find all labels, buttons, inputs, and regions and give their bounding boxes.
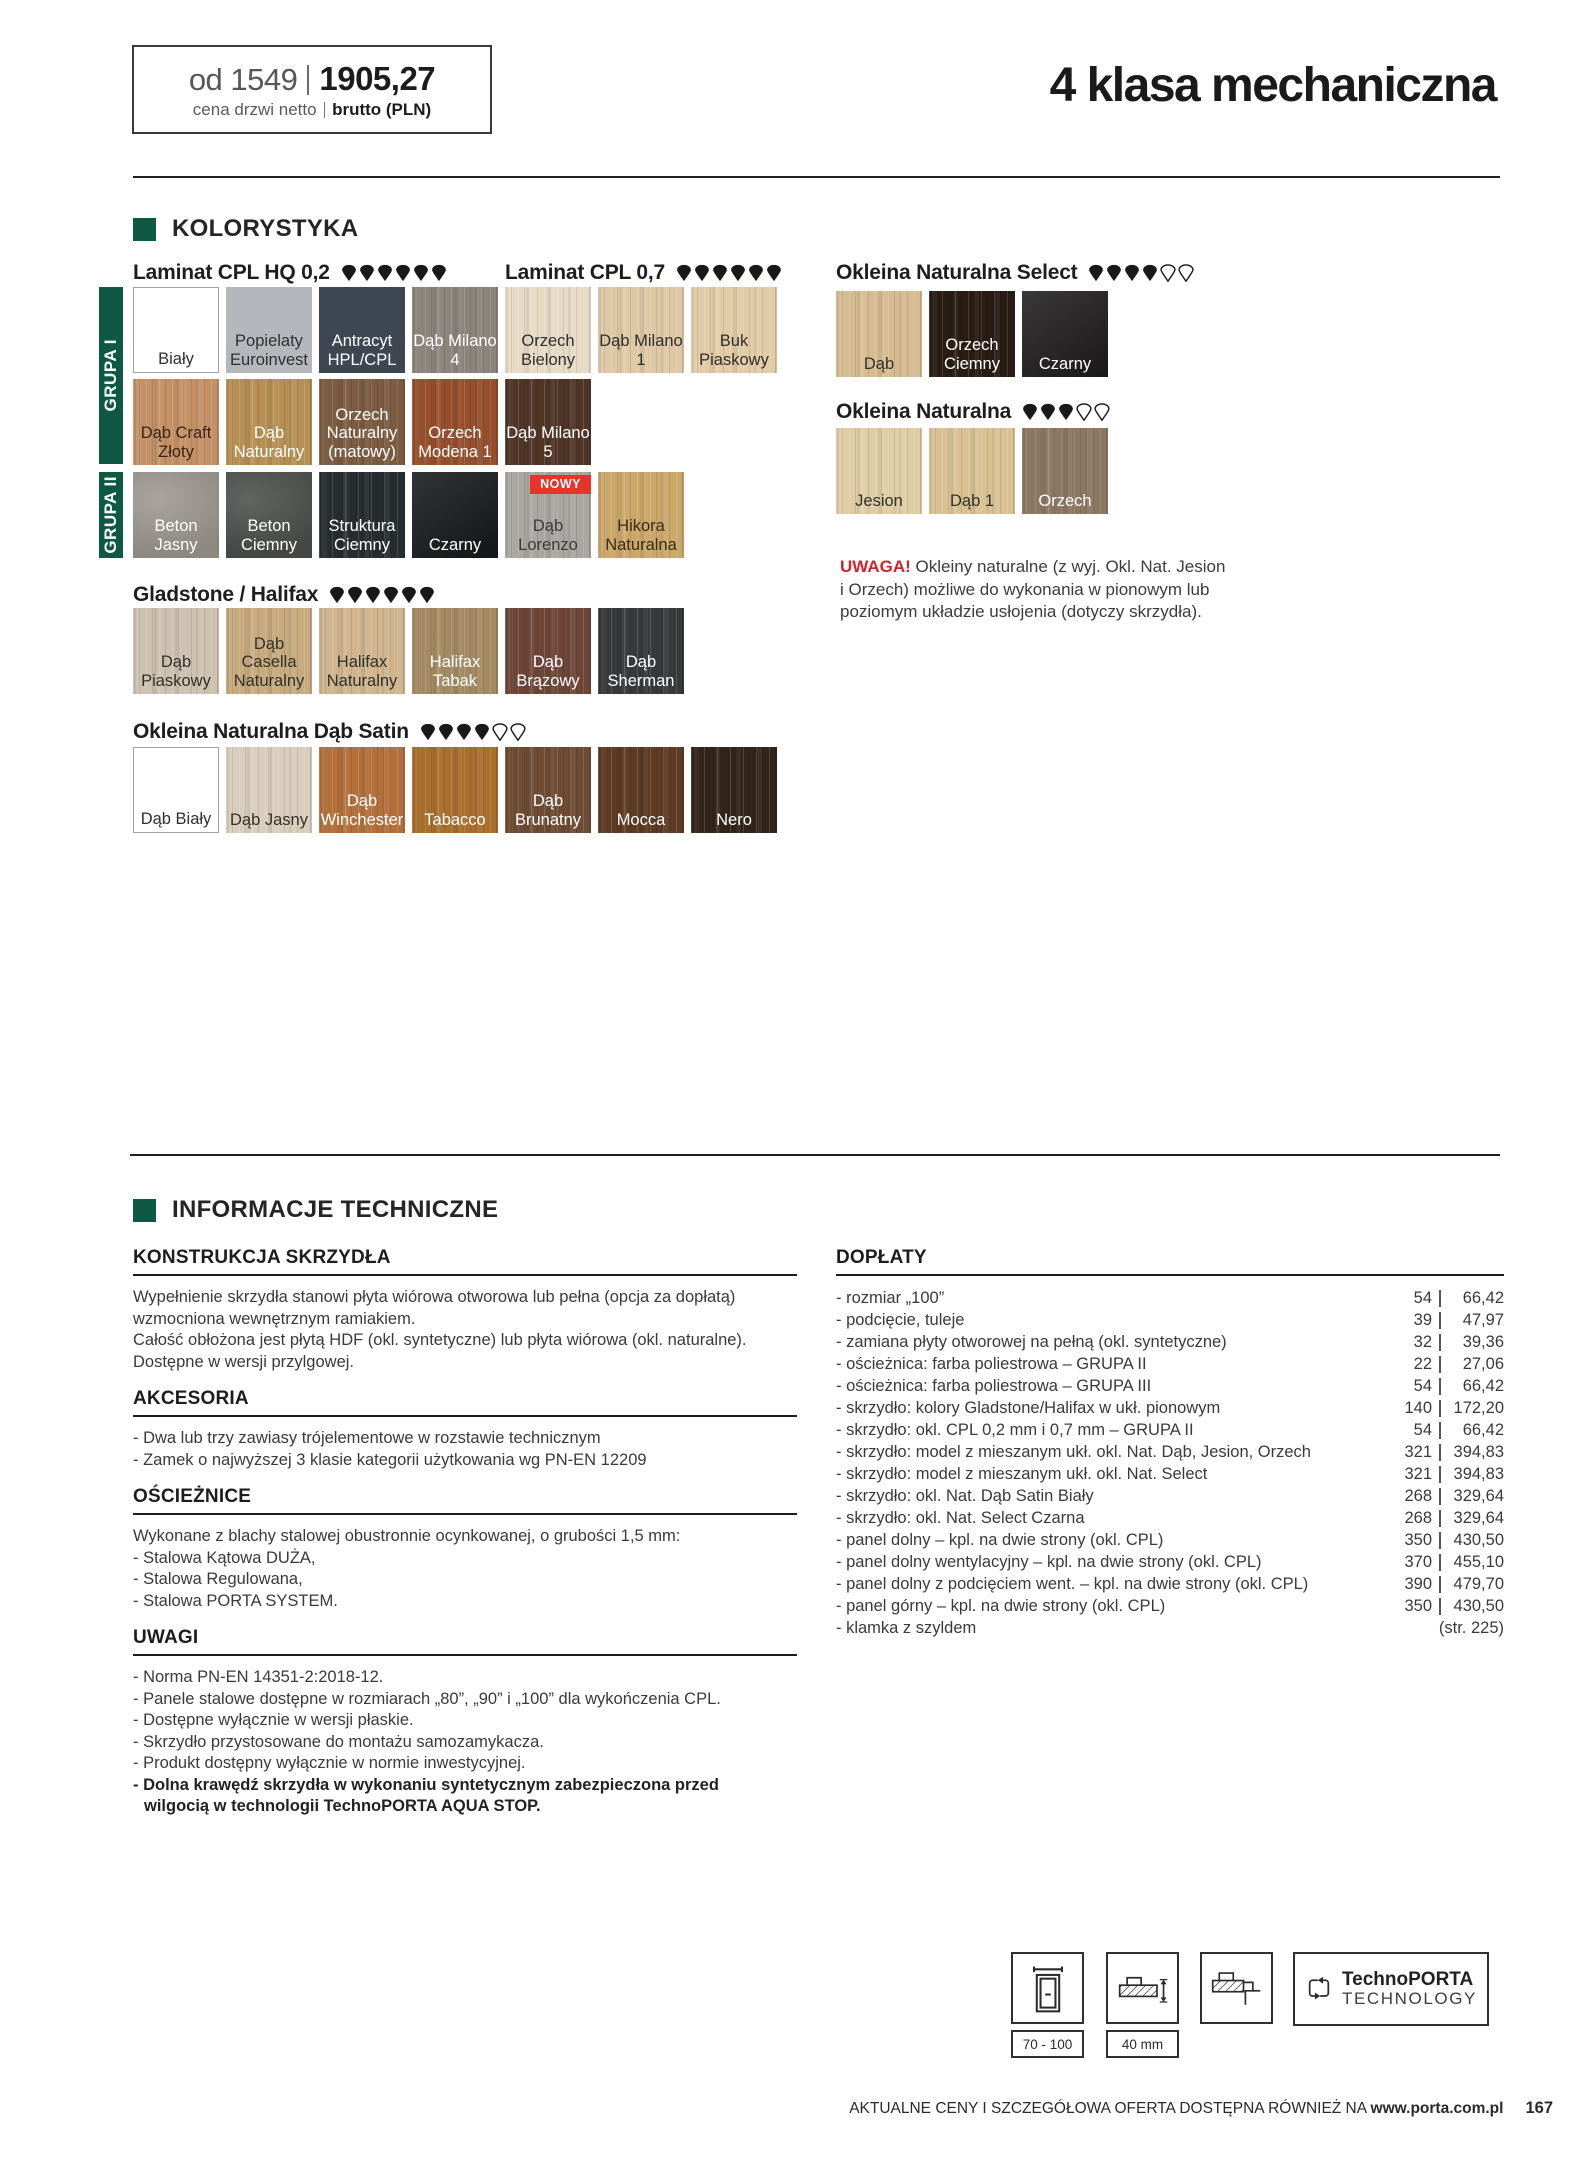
swatch-label: Jesion <box>855 491 903 510</box>
tech-text-line: - Dwa lub trzy zawiasy trójelementowe w rozstawie technicznym <box>133 1429 601 1447</box>
swatch-hikora-naturalna <box>598 472 684 558</box>
grupa-1-label: GRUPA I <box>101 339 120 412</box>
swatch-label: Dąb Brunatny <box>514 792 582 829</box>
swatch-label: Halifax Naturalny <box>326 653 398 690</box>
swatch-label: Beton Jasny <box>154 517 198 554</box>
tech-text-line: - Dolna krawędź skrzydła w wykonaniu syntetycznym zabezpieczona przed <box>133 1775 719 1794</box>
kolorystyka-title: KOLORYSTYKA <box>172 215 359 242</box>
informacje-section-header <box>133 1196 498 1224</box>
tech-section-doplaty <box>836 1247 1504 1639</box>
price-separator <box>1439 1466 1441 1483</box>
door-width-icon <box>1020 1960 1076 2016</box>
price-separator <box>1439 1422 1441 1439</box>
price-separator <box>1439 1356 1441 1373</box>
price-divider <box>307 65 309 95</box>
finish-group-label: Laminat CPL 0,7 <box>505 261 665 284</box>
technical-info-column <box>133 1247 797 1818</box>
swatch-label: Dąb Naturalny <box>233 424 305 461</box>
swatch-label: Dąb Brązowy <box>516 653 580 690</box>
price-caption-divider <box>324 102 326 118</box>
rating-diamond-filled-icon <box>712 264 728 282</box>
doplaty-price-netto: 140 <box>1404 1399 1432 1417</box>
doplaty-price-brutto: 27,06 <box>1462 1355 1504 1373</box>
swatch-dąb <box>836 291 922 377</box>
swatch-label: Dąb Biały <box>140 809 212 828</box>
rating-diamond-filled-icon <box>359 264 375 282</box>
swatch-label: Dąb 1 <box>949 491 995 510</box>
swatch-dąb-biały <box>133 747 219 833</box>
rating-diamond-filled-icon <box>365 586 381 604</box>
swatch-label: Dąb Winchester <box>320 792 404 829</box>
tech-section-ościeżnice <box>133 1486 797 1612</box>
doplaty-price-netto: 390 <box>1404 1575 1432 1593</box>
doplaty-label: - skrzydło: okl. CPL 0,2 mm i 0,7 mm – GRUPA II <box>836 1421 1194 1439</box>
uwaga-note <box>840 556 1240 624</box>
swatch-tabacco <box>412 747 498 833</box>
price-separator <box>1439 1334 1441 1351</box>
doplaty-price-netto: 54 <box>1413 1289 1432 1307</box>
rating-diamond-filled-icon <box>377 264 393 282</box>
swatch-dąb-brunatny <box>505 747 591 833</box>
rating-diamond-outline-icon <box>1094 403 1110 421</box>
swatch-dąb-naturalny <box>226 379 312 465</box>
doplaty-price-brutto: 329,64 <box>1453 1509 1504 1527</box>
new-badge: NOWY <box>530 475 591 494</box>
uwaga-label: UWAGA! <box>840 557 916 576</box>
swatch-label: Orzech Ciemny <box>944 336 1000 373</box>
section-divider <box>130 1154 1500 1156</box>
doplaty-price-brutto: 66,42 <box>1462 1289 1504 1307</box>
doplaty-row <box>836 1507 1504 1529</box>
swatch-orzech-modena-1 <box>412 379 498 465</box>
doplaty-price-netto: 268 <box>1404 1487 1432 1505</box>
doplaty-price-netto: 22 <box>1413 1355 1432 1373</box>
tech-section-heading: AKCESORIA <box>133 1388 797 1417</box>
doplaty-label: - panel dolny z podcięciem went. – kpl. na dwie strony (okl. CPL) <box>836 1575 1309 1593</box>
technoporta-line1: TechnoPORTA <box>1341 1969 1474 1991</box>
doplaty-price-netto: 321 <box>1404 1443 1432 1461</box>
tech-text-line: - Dostępne wyłącznie w wersji płaskie. <box>133 1711 414 1729</box>
tech-text-line: - Stalowa PORTA SYSTEM. <box>133 1591 338 1610</box>
doplaty-row <box>836 1463 1504 1485</box>
door-size-icon-box <box>1011 1952 1084 2024</box>
price-separator <box>1439 1312 1441 1329</box>
swatch-antracyt-hpl-cpl <box>319 287 405 373</box>
rebate-profile-icon-box <box>1200 1952 1273 2024</box>
price-separator <box>1439 1400 1441 1417</box>
door-size-label-box <box>1011 2030 1084 2058</box>
price-caption-brutto: brutto (PLN) <box>332 99 432 119</box>
rating-diamond-filled-icon <box>341 264 357 282</box>
door-size-label: 70 - 100 <box>1022 2036 1073 2052</box>
page-title: 4 klasa mechaniczna <box>1049 59 1496 112</box>
swatch-label: Dąb Jasny <box>230 810 308 829</box>
kolorystyka-section-header <box>133 215 358 243</box>
doplaty-row <box>836 1419 1504 1441</box>
rebate-profile-icon <box>1209 1960 1265 2016</box>
informacje-title: INFORMACJE TECHNICZNE <box>172 1196 499 1223</box>
rating-diamond-outline-icon <box>1076 403 1092 421</box>
swatch-jesion <box>836 428 922 514</box>
rating-diamond-filled-icon <box>730 264 746 282</box>
rating-diamond-filled-icon <box>431 264 447 282</box>
swatch-label: Orzech Modena 1 <box>418 424 492 461</box>
swatch-label: Mocca <box>616 810 666 829</box>
rating-diamond-filled-icon <box>1124 264 1140 282</box>
doplaty-price-brutto: 394,83 <box>1453 1443 1504 1461</box>
rating-diamond-filled-icon <box>1022 403 1038 421</box>
footer-text: AKTUALNE CENY I SZCZEGÓŁOWA OFERTA DOSTĘPNA RÓWNIEŻ NA <box>849 2100 1371 2117</box>
swatch-beton-ciemny <box>226 472 312 558</box>
finish-group-label: Gladstone / Halifax <box>133 583 319 606</box>
finish-group-label: Okleina Naturalna <box>836 400 1012 423</box>
doplaty-price-brutto: 172,20 <box>1453 1399 1504 1417</box>
doplaty-label: - ościeżnica: farba poliestrowa – GRUPA II <box>836 1355 1147 1373</box>
swatch-orzech <box>1022 428 1108 514</box>
price-caption-netto: cena drzwi netto <box>192 99 317 119</box>
price-line <box>189 60 435 98</box>
doplaty-label: - panel dolny – kpl. na dwie strony (okl. CPL) <box>836 1531 1164 1549</box>
doplaty-row <box>836 1331 1504 1353</box>
tech-text-line: wilgocią w technologii TechnoPORTA AQUA STOP. <box>144 1797 541 1815</box>
doplaty-label: - ościeżnica: farba poliestrowa – GRUPA III <box>836 1377 1152 1395</box>
rating-diamond-filled-icon <box>474 723 490 741</box>
rating-diamond-filled-icon <box>1106 264 1122 282</box>
price-brutto: 1905,27 <box>319 59 436 97</box>
swatch-label: Dąb Milano 4 <box>413 332 497 369</box>
rating-diamond-filled-icon <box>1142 264 1158 282</box>
doplaty-row <box>836 1529 1504 1551</box>
rating-diamond-outline-icon <box>510 723 526 741</box>
swatch-beton-jasny <box>133 472 219 558</box>
swatch-label: Dąb Piaskowy <box>141 653 211 690</box>
tech-text-line: wzmocniona wewnętrznym ramiakiem. <box>133 1309 416 1328</box>
swatch-dąb-1 <box>929 428 1015 514</box>
doplaty-label: - skrzydło: model z mieszanym ukł. okl. Nat. Select <box>836 1465 1208 1483</box>
rating-diamond-filled-icon <box>438 723 454 741</box>
rating-diamond-filled-icon <box>383 586 399 604</box>
doplaty-price-brutto: 66,42 <box>1462 1421 1504 1439</box>
price-separator <box>1439 1290 1441 1307</box>
grupa-2-bar <box>99 472 123 558</box>
price-separator <box>1439 1444 1441 1461</box>
rating-diamonds <box>329 586 435 604</box>
swatch-czarny <box>1022 291 1108 377</box>
doplaty-price-netto: 350 <box>1404 1597 1432 1615</box>
tech-text-line: - Produkt dostępny wyłącznie w normie inwestycyjnej. <box>133 1754 526 1772</box>
price-separator <box>1439 1488 1441 1505</box>
swatch-label: Biały <box>158 349 194 368</box>
doplaty-price-netto: 39 <box>1413 1311 1432 1329</box>
doplaty-row <box>836 1573 1504 1595</box>
swatch-dąb-piaskowy <box>133 608 219 694</box>
swatch-dąb-milano-5 <box>505 379 591 465</box>
rating-diamond-filled-icon <box>766 264 782 282</box>
technoporta-logo-box <box>1293 1952 1489 2026</box>
swatch-orzech-naturalny-matowy <box>319 379 405 465</box>
grupa-2-label: GRUPA II <box>101 476 120 554</box>
swatch-label: Tabacco <box>424 810 486 829</box>
rating-diamonds <box>420 723 526 741</box>
tech-section-akcesoria <box>133 1388 797 1471</box>
rating-diamond-filled-icon <box>420 723 436 741</box>
tech-text-line: - Zamek o najwyższej 3 klasie kategorii użytkowania wg PN-EN 12209 <box>133 1450 647 1469</box>
doplaty-label: - zamiana płyty otworowej na pełną (okl. syntetyczne) <box>836 1333 1227 1351</box>
doplaty-price-brutto: 479,70 <box>1453 1575 1504 1593</box>
swatch-biały <box>133 287 219 373</box>
doplaty-row <box>836 1441 1504 1463</box>
technoporta-arrows-icon <box>1305 1967 1333 2011</box>
price-separator <box>1439 1510 1441 1527</box>
swatch-label: Halifax Tabak <box>429 653 481 690</box>
swatch-label: Orzech Naturalny (matowy) <box>326 405 398 461</box>
doplaty-price-netto: 321 <box>1404 1465 1432 1483</box>
swatch-label: Beton Ciemny <box>241 517 297 554</box>
tech-text-line: Wykonane z blachy stalowej obustronnie ocynkowanej, o grubości 1,5 mm: <box>133 1527 681 1545</box>
doplaty-label: - skrzydło: okl. Nat. Dąb Satin Biały <box>836 1487 1094 1505</box>
doplaty-row <box>836 1397 1504 1419</box>
doplaty-label: - skrzydło: model z mieszanym ukł. okl. Nat. Dąb, Jesion, Orzech <box>836 1443 1311 1461</box>
finish-group-label: Laminat CPL HQ 0,2 <box>133 261 330 284</box>
door-thickness-icon-box <box>1106 1952 1179 2024</box>
rating-diamond-filled-icon <box>676 264 692 282</box>
rating-diamond-outline-icon <box>1178 264 1194 282</box>
swatch-mocca <box>598 747 684 833</box>
tech-text-line: - Skrzydło przystosowane do montażu samozamykacza. <box>133 1732 544 1751</box>
doplaty-row <box>836 1551 1504 1573</box>
swatch-label: Dąb Lorenzo <box>518 517 578 554</box>
rating-diamond-filled-icon <box>1058 403 1074 421</box>
swatch-struktura-ciemny <box>319 472 405 558</box>
doplaty-row <box>836 1375 1504 1397</box>
uwaga-line: UWAGA! Okleiny naturalne (z wyj. Okl. Nat. Jesion <box>840 557 1226 576</box>
finish-group-header-okleina-naturalna <box>836 400 1110 424</box>
tech-text-line: Całość obłożona jest płytą HDF (okl. syntetyczne) lub płyta wiórowa (okl. naturalne). <box>133 1331 747 1349</box>
swatch-label: Czarny <box>428 535 482 554</box>
price-separator <box>1439 1378 1441 1395</box>
rating-diamonds <box>676 264 782 282</box>
doplaty-heading: DOPŁATY <box>836 1247 1504 1276</box>
doplaty-page-ref: (str. 225) <box>1438 1619 1504 1637</box>
tech-text-line: Wypełnienie skrzydła stanowi płyta wiórowa otworowa lub pełna (opcja za dopłatą) <box>133 1288 736 1306</box>
grupa-1-bar <box>99 287 123 464</box>
doplaty-row <box>836 1595 1504 1617</box>
swatch-halifax-tabak <box>412 608 498 694</box>
technoporta-logo-text <box>1342 1970 1477 2008</box>
rating-diamond-filled-icon <box>413 264 429 282</box>
tech-section-heading: UWAGI <box>133 1627 797 1656</box>
doplaty-price-netto: 370 <box>1404 1553 1432 1571</box>
rating-diamond-filled-icon <box>395 264 411 282</box>
swatch-dąb-milano-4 <box>412 287 498 373</box>
rating-diamonds <box>341 264 447 282</box>
swatch-label: Buk Piaskowy <box>699 332 769 369</box>
tech-text-line: - Panele stalowe dostępne w rozmiarach „80”, „90” i „100” dla wykończenia CPL. <box>133 1689 721 1708</box>
door-thickness-label: 40 mm <box>1121 2036 1164 2052</box>
swatch-buk-piaskowy <box>691 287 777 373</box>
rating-diamond-filled-icon <box>347 586 363 604</box>
doplaty-label: - podcięcie, tuleje <box>836 1311 965 1329</box>
doplaty-row <box>836 1287 1504 1309</box>
doplaty-price-netto: 268 <box>1404 1509 1432 1527</box>
doplaty-price-brutto: 66,42 <box>1462 1377 1504 1395</box>
tech-section-heading: KONSTRUKCJA SKRZYDŁA <box>133 1247 797 1276</box>
rating-diamond-outline-icon <box>1160 264 1176 282</box>
rating-diamond-filled-icon <box>329 586 345 604</box>
doplaty-row <box>836 1617 1504 1639</box>
rating-diamond-filled-icon <box>1088 264 1104 282</box>
doplaty-price-netto: 54 <box>1413 1421 1432 1439</box>
swatch-nero <box>691 747 777 833</box>
tech-section-heading: OŚCIEŻNICE <box>133 1486 797 1515</box>
doplaty-label: - panel górny – kpl. na dwie strony (okl. CPL) <box>836 1597 1166 1615</box>
swatch-dąb-sherman <box>598 608 684 694</box>
footer <box>849 2099 1553 2118</box>
swatch-orzech-ciemny <box>929 291 1015 377</box>
doplaty-label: - rozmiar „100” <box>836 1289 945 1307</box>
price-box <box>132 45 492 134</box>
doplaty-price-brutto: 455,10 <box>1453 1553 1504 1571</box>
swatch-popielaty-euroinvest <box>226 287 312 373</box>
swatch-label: Dąb Craft Złoty <box>140 424 212 461</box>
price-netto: od 1549 <box>188 61 298 97</box>
swatch-label: Popielaty Euroinvest <box>230 332 308 369</box>
doplaty-price-brutto: 430,50 <box>1453 1531 1504 1549</box>
tech-text-line: - Norma PN-EN 14351-2:2018-12. <box>133 1668 384 1686</box>
tech-text-line: - Stalowa Regulowana, <box>133 1570 303 1588</box>
footer-url[interactable]: www.porta.com.pl <box>1370 2100 1504 2117</box>
tech-section-uwagi <box>133 1627 797 1818</box>
doplaty-label: - skrzydło: kolory Gladstone/Halifax w ukł. pionowym <box>836 1399 1221 1417</box>
green-square-icon <box>133 218 156 241</box>
doplaty-price-netto: 350 <box>1404 1531 1432 1549</box>
swatch-dąb-jasny <box>226 747 312 833</box>
finish-group-label: Okleina Naturalna Select <box>836 261 1078 284</box>
doplaty-price-brutto: 39,36 <box>1462 1333 1504 1351</box>
swatch-label: Dąb Milano 5 <box>506 424 590 461</box>
doplaty-row <box>836 1485 1504 1507</box>
doplaty-label: - skrzydło: okl. Nat. Select Czarna <box>836 1509 1085 1527</box>
door-thickness-label-box <box>1106 2030 1179 2058</box>
swatch-label: Dąb <box>863 354 895 373</box>
price-separator <box>1439 1576 1441 1593</box>
tech-text-line: Dostępne w wersji przylgowej. <box>133 1352 355 1371</box>
rating-diamond-filled-icon <box>694 264 710 282</box>
swatch-label: Orzech <box>1038 491 1092 510</box>
tech-text-line: - Stalowa Kątowa DUŻA, <box>133 1548 316 1567</box>
price-separator <box>1439 1532 1441 1549</box>
green-square-icon <box>133 1199 156 1222</box>
finish-group-header-laminat-cpl-0-7 <box>505 261 782 285</box>
swatch-dąb-lorenzo <box>505 472 591 558</box>
finish-group-header-okleina-naturalna-select <box>836 261 1194 285</box>
finish-group-header-gladstone-halifax <box>133 583 435 607</box>
swatch-dąb-winchester <box>319 747 405 833</box>
swatch-dąb-brązowy <box>505 608 591 694</box>
doplaty-row <box>836 1353 1504 1375</box>
swatch-label: Antracyt HPL/CPL <box>327 332 397 369</box>
footer-page-number: 167 <box>1525 2099 1553 2117</box>
doplaty-label: - klamka z szyldem <box>836 1619 977 1637</box>
swatch-dąb-craft-złoty <box>133 379 219 465</box>
rating-diamond-filled-icon <box>401 586 417 604</box>
swatch-czarny <box>412 472 498 558</box>
rating-diamond-filled-icon <box>748 264 764 282</box>
swatch-label: Hikora Naturalna <box>605 517 677 554</box>
uwaga-line: i Orzech) możliwe do wykonania w pionowym lub <box>840 579 1210 599</box>
tech-section-konstrukcja-skrzydła <box>133 1247 797 1373</box>
swatch-halifax-naturalny <box>319 608 405 694</box>
rating-diamond-outline-icon <box>492 723 508 741</box>
finish-group-header-laminat-cpl-hq-0-2 <box>133 261 447 285</box>
swatch-dąb-milano-1 <box>598 287 684 373</box>
rating-diamonds <box>1088 264 1194 282</box>
doplaty-price-netto: 32 <box>1413 1333 1432 1351</box>
doplaty-label: - panel dolny wentylacyjny – kpl. na dwie strony (okl. CPL) <box>836 1553 1262 1571</box>
swatch-label: Dąb Casella Naturalny <box>233 634 305 690</box>
swatch-label: Dąb Milano 1 <box>599 332 683 369</box>
rating-diamond-filled-icon <box>419 586 435 604</box>
rating-diamond-filled-icon <box>456 723 472 741</box>
technoporta-line2: TECHNOLOGY <box>1341 1989 1477 2009</box>
price-separator <box>1439 1598 1441 1615</box>
swatch-label: Dąb Sherman <box>607 653 675 690</box>
doplaty-price-brutto: 394,83 <box>1453 1465 1504 1483</box>
swatch-label: Czarny <box>1038 354 1092 373</box>
rating-diamond-filled-icon <box>1040 403 1056 421</box>
door-thickness-icon <box>1115 1960 1171 2016</box>
rating-diamonds <box>1022 403 1110 421</box>
doplaty-price-brutto: 430,50 <box>1453 1597 1504 1615</box>
swatch-dąb-casella-naturalny <box>226 608 312 694</box>
price-caption <box>193 100 431 120</box>
doplaty-price-brutto: 47,97 <box>1462 1311 1504 1329</box>
finish-group-header-okleina-naturalna-dąb-satin <box>133 720 526 744</box>
doplaty-price-brutto: 329,64 <box>1453 1487 1504 1505</box>
swatch-label: Nero <box>716 810 752 829</box>
doplaty-price-netto: 54 <box>1413 1377 1432 1395</box>
price-separator <box>1439 1554 1441 1571</box>
swatch-label: Struktura Ciemny <box>328 517 396 554</box>
doplaty-row <box>836 1309 1504 1331</box>
doplaty-column <box>836 1247 1504 1639</box>
header-divider <box>133 176 1500 178</box>
uwaga-line: poziomym układzie usłojenia (dotyczy skrzydła). <box>840 602 1202 621</box>
swatch-orzech-bielony <box>505 287 591 373</box>
finish-group-label: Okleina Naturalna Dąb Satin <box>133 720 409 743</box>
swatch-label: Orzech Bielony <box>520 332 576 369</box>
